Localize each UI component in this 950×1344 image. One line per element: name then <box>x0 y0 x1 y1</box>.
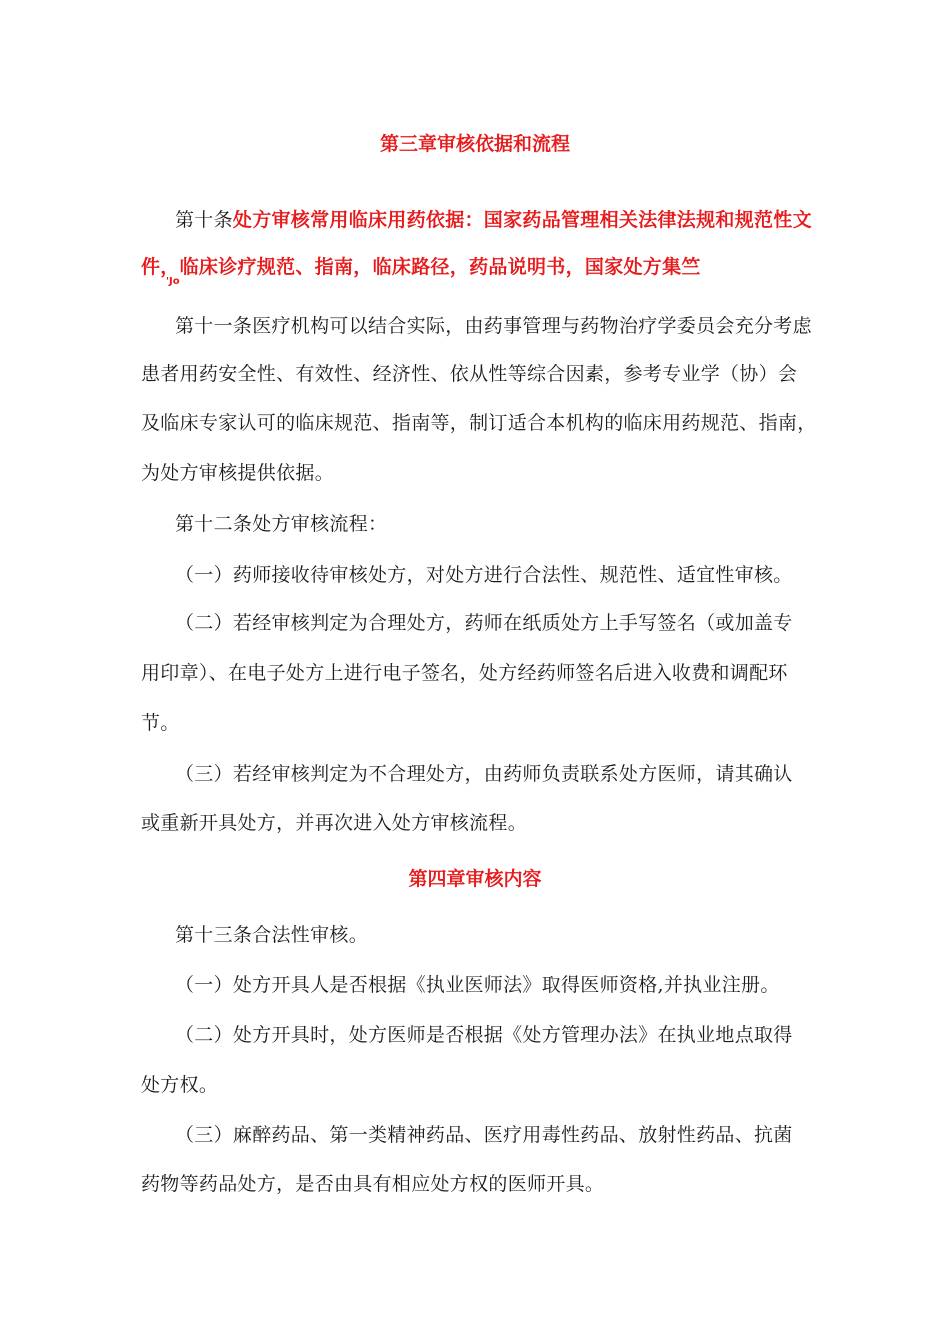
article-13-item-3-line-2: 药物等药品处方，是否由具有相应处方权的医师开具。 <box>141 1173 605 1195</box>
article-13-item-2-line-1: （二）处方开具时，处方医师是否根据《处方管理办法》在执业地点取得 <box>175 1024 793 1046</box>
article-12-item-3-line-1: （三）若经审核判定为不合理处方，由药师负责联系处方医师，请其确认 <box>175 763 793 785</box>
chapter-3-heading: 第三章审核依据和流程 <box>379 133 570 155</box>
stray-mark: 'Jo <box>166 276 180 287</box>
chapter-4-heading: 第四章审核内容 <box>408 868 542 890</box>
article-12-item-2-line-1: （二）若经审核判定为合理处方，药师在纸质处方上手写签名（或加盖专 <box>175 612 793 634</box>
article-12-item-3-line-2: 或重新开具处方，并再次进入处方审核流程。 <box>141 812 528 834</box>
article-11-line-1: 第十一条医疗机构可以结合实际，由药事管理与药物治疗学委员会充分考虑 <box>175 315 812 337</box>
article-12-line-1: 第十二条处方审核流程： <box>175 513 388 535</box>
article-11-line-4: 为处方审核提供依据。 <box>141 462 335 484</box>
article-10-line-1 <box>175 205 812 232</box>
article-13-line-1: 第十三条合法性审核。 <box>175 924 369 946</box>
article-12-item-2-line-2: 用印章）、在电子处方上进行电子签名，处方经药师签名后进入收费和调配环 <box>141 662 788 684</box>
article-12-item-1: （一）药师接收待审核处方，对处方进行合法性、规范性、适宜性审核。 <box>175 564 793 586</box>
article-13-item-3-line-1: （三）麻醉药品、第一类精神药品、医疗用毒性药品、放射性药品、抗菌 <box>175 1124 793 1146</box>
article-13-item-2-line-2: 处方权。 <box>141 1074 219 1096</box>
article-13-item-1: （一）处方开具人是否根据《执业医师法》取得医师资格,并执业注册。 <box>175 974 780 996</box>
article-10-bold-text-1: 处方审核常用临床用药依据：国家药品管理相关法律法规和规范性文 <box>232 209 812 231</box>
article-12-item-2-line-3: 节。 <box>141 712 180 734</box>
article-11-line-3: 及临床专家认可的临床规范、指南等，制订适合本机构的临床用药规范、指南， <box>141 412 817 434</box>
article-10-prefix: 第十条 <box>175 209 233 231</box>
article-10-line-2: 件，临床诊疗规范、指南，临床路径，药品说明书，国家处方集竺 <box>141 256 701 278</box>
article-11-line-2: 患者用药安全性、有效性、经济性、依从性等综合因素，参考专业学（协）会 <box>141 363 798 385</box>
